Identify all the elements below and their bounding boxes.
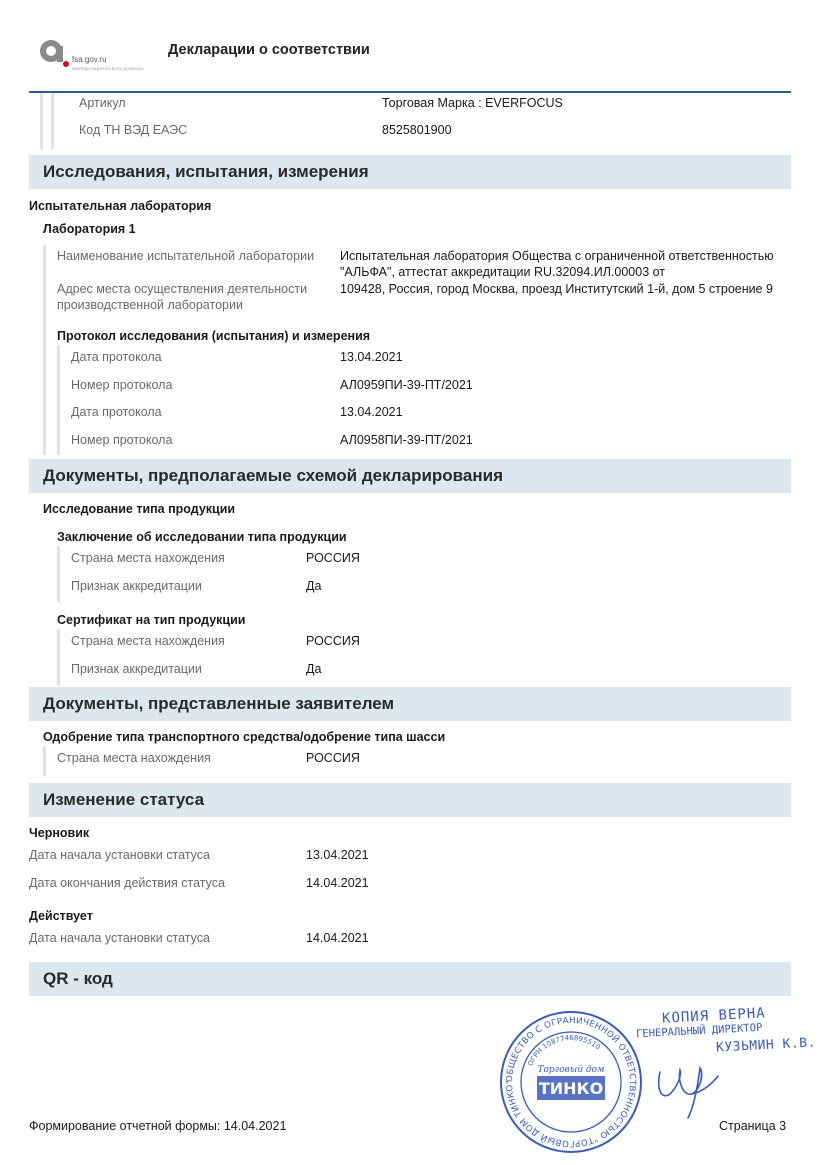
field-value: 109428, Россия, город Москва, проезд Институтский 1-й, дом 5 строение 9 [340, 282, 773, 296]
page-title: Декларации о соответствии [168, 42, 370, 58]
field-label: Страна места нахождения [57, 751, 211, 765]
field-value: 14.04.2021 [306, 931, 369, 945]
field-label: Страна места нахождения [71, 551, 225, 565]
section-header [29, 459, 791, 493]
status-group-title: Действует [29, 909, 93, 923]
lab-title: Лаборатория 1 [43, 222, 136, 236]
logo-subcaption: АККРЕДИТАЦИЯ ВО ВСЕХ ДОМЕНАХ [72, 66, 144, 71]
header-rule [29, 91, 791, 93]
seal-icon [497, 1008, 645, 1156]
field-label: Дата начала установки статуса [29, 848, 210, 862]
section-title: QR - код [43, 969, 113, 988]
field-label: Адрес места осуществления деятельности [57, 282, 308, 296]
field-value: 14.04.2021 [306, 876, 369, 890]
svg-text:ОГРН 1087746895510 [526, 1034, 601, 1067]
site-logo [38, 36, 144, 76]
field-value: 13.04.2021 [340, 405, 403, 419]
copy-stamp-line: КОПИЯ ВЕРНА [661, 1005, 767, 1027]
field-label: Дата протокола [71, 350, 162, 364]
indent-line [57, 345, 60, 455]
field-label: Код ТН ВЭД ЕАЭС [79, 123, 188, 137]
field-value: "АЛЬФА", аттестат аккредитации RU.32094.ИЛ.00003 от [340, 265, 666, 279]
field-value: РОССИЯ [306, 634, 360, 648]
section-header [29, 962, 791, 996]
section-title: Документы, представленные заявителем [43, 694, 395, 713]
logo-caption: fsa.gov.ru [72, 55, 107, 64]
indent-line [40, 93, 43, 149]
section-header [29, 155, 791, 189]
field-label: Признак аккредитации [71, 662, 202, 676]
field-label: Страна места нахождения [71, 634, 225, 648]
field-value: РОССИЯ [306, 551, 360, 565]
field-value: АЛ0959ПИ-39-ПТ/2021 [340, 378, 473, 392]
company-seal [497, 1008, 645, 1156]
field-value: 13.04.2021 [340, 350, 403, 364]
field-label: производственной лаборатории [57, 298, 243, 312]
signature [648, 1050, 728, 1122]
field-value: АЛ0958ПИ-39-ПТ/2021 [340, 433, 473, 447]
field-label: Дата окончания действия статуса [29, 876, 225, 890]
field-value: РОССИЯ [306, 751, 360, 765]
subsection-title: Сертификат на тип продукции [57, 613, 246, 627]
field-label: Номер протокола [71, 433, 173, 447]
field-label: Дата начала установки статуса [29, 931, 210, 945]
field-label: Номер протокола [71, 378, 173, 392]
indent-line [57, 629, 60, 685]
indent-line [51, 93, 54, 149]
indent-line [57, 546, 60, 602]
copy-stamp-line: КУЗЬМИН К.В. [715, 1035, 817, 1056]
field-value: Испытательная лаборатория Общества с ограниченной ответственностью [340, 249, 774, 263]
field-label: Дата протокола [71, 405, 162, 419]
subsection-title: Одобрение типа транспортного средства/одобрение типа шасси [43, 730, 446, 744]
field-label: Признак аккредитации [71, 579, 202, 593]
seal-brand-text: ТИНКО [538, 1079, 604, 1098]
indent-line [43, 746, 46, 776]
field-label: Наименование испытательной лаборатории [57, 249, 315, 263]
section-header [29, 783, 791, 817]
subsection-title: Исследование типа продукции [43, 502, 236, 516]
section-title: Документы, предполагаемые схемой декларирования [43, 466, 503, 485]
subsection-title: Испытательная лаборатория [29, 199, 212, 213]
signature-icon [648, 1050, 728, 1122]
seal-ogrn-text: ОГРН 1087746895510 [526, 1033, 602, 1068]
subsection-title: Заключение об исследовании типа продукции [57, 530, 347, 544]
field-value: Торговая Марка : EVERFOCUS [382, 96, 563, 110]
field-value: Да [306, 579, 322, 593]
section-title: Изменение статуса [43, 790, 205, 809]
field-value: 8525801900 [382, 123, 452, 137]
seal-ring-text: ОБЩЕСТВО С ОГРАНИЧЕННОЙ ОТВЕТСТВЕННОСТЬЮ "ТОРГОВЫЙ ДОМ ТИНКО" [504, 1015, 638, 1149]
field-value: 13.04.2021 [306, 848, 369, 862]
seal-inner-text: Торговый дом [537, 1065, 605, 1075]
field-value: Да [306, 662, 322, 676]
report-generated-date: Формирование отчетной формы: 14.04.2021 [29, 1119, 287, 1133]
protocol-title: Протокол исследования (испытания) и измерения [57, 329, 371, 343]
section-title: Исследования, испытания, измерения [43, 162, 369, 181]
field-label: Артикул [79, 96, 126, 110]
status-group-title: Черновик [29, 826, 90, 840]
page-number: Страница 3 [719, 1119, 787, 1133]
section-header [29, 687, 791, 721]
copy-stamp-line: ГЕНЕРАЛЬНЫЙ ДИРЕКТОР [635, 1021, 763, 1041]
indent-line [43, 245, 46, 455]
